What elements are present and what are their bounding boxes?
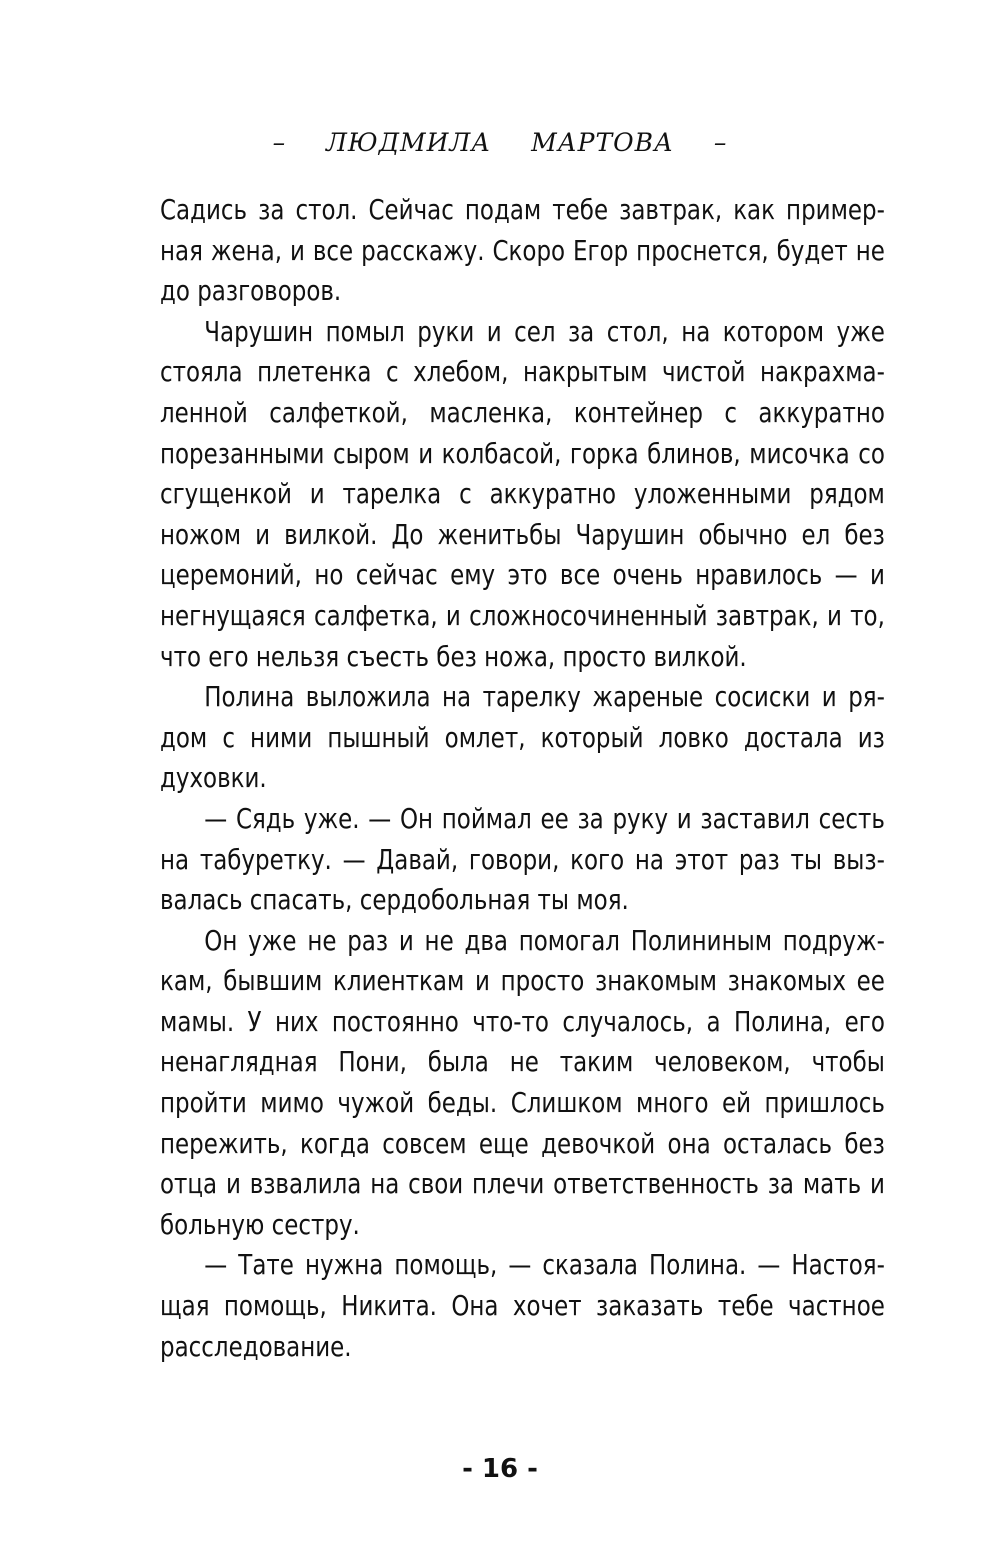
running-head [0, 128, 1000, 157]
paragraph: — Сядь уже. — Он поймал ее за руку и заставил сесть на табуретку. — Давай, говори, кого на этот раз ты вызвалась спасать, сердобольная ты моя. [160, 801, 885, 917]
paragraph: Садись за стол. Сейчас подам тебе завтрак, как примерная жена, и все расскажу. Скоро Егор проснется, будет не до разговоров. [160, 193, 885, 308]
body-text [160, 190, 885, 1367]
header-right-dash: – [713, 128, 728, 157]
paragraph: Чарушин помыл руки и сел за стол, на котором уже стояла плетенка с хлебом, накрытым чистой накрахмаленной салфеткой, масленка, контейнер с аккуратно порезанными сыром и колбасой, горка блинов, мисочка со сгущенкой и тарелка с аккуратно уложенными рядом ножом и вилкой. До женитьбы Чарушин обычно ел без церемоний, но сейчас ему это все очень нравилось — и негнущаяся салфетка, и сложносочиненный завтрак, и то, что его нельзя съесть без ножа, просто вилкой. [160, 314, 885, 673]
page-number: - 16 - [462, 1454, 538, 1484]
author-first-name: ЛЮДМИЛА [326, 128, 492, 157]
header-left-dash: – [272, 128, 287, 157]
paragraph: — Тате нужна помощь, — сказала Полина. — Настоящая помощь, Никита. Она хочет заказать тебе частное расследование. [160, 1248, 885, 1363]
paragraph: Он уже не раз и не два помогал Полининым подружкам, бывшим клиенткам и просто знакомым знакомых ее мамы. У них постоянно что-то случалось, а Полина, его ненаглядная Пони, была не таким человеком, чтобы пройти мимо чужой беды. Слишком много ей пришлось пережить, когда совсем еще девочкой она осталась без отца и взвалила на свои плечи ответственность за мать и больную сестру. [160, 923, 885, 1241]
author-last-name: МАРТОВА [531, 128, 674, 157]
paragraph: Полина выложила на тарелку жареные сосиски и рядом с ними пышный омлет, который ловко достала из духовки. [160, 680, 885, 795]
